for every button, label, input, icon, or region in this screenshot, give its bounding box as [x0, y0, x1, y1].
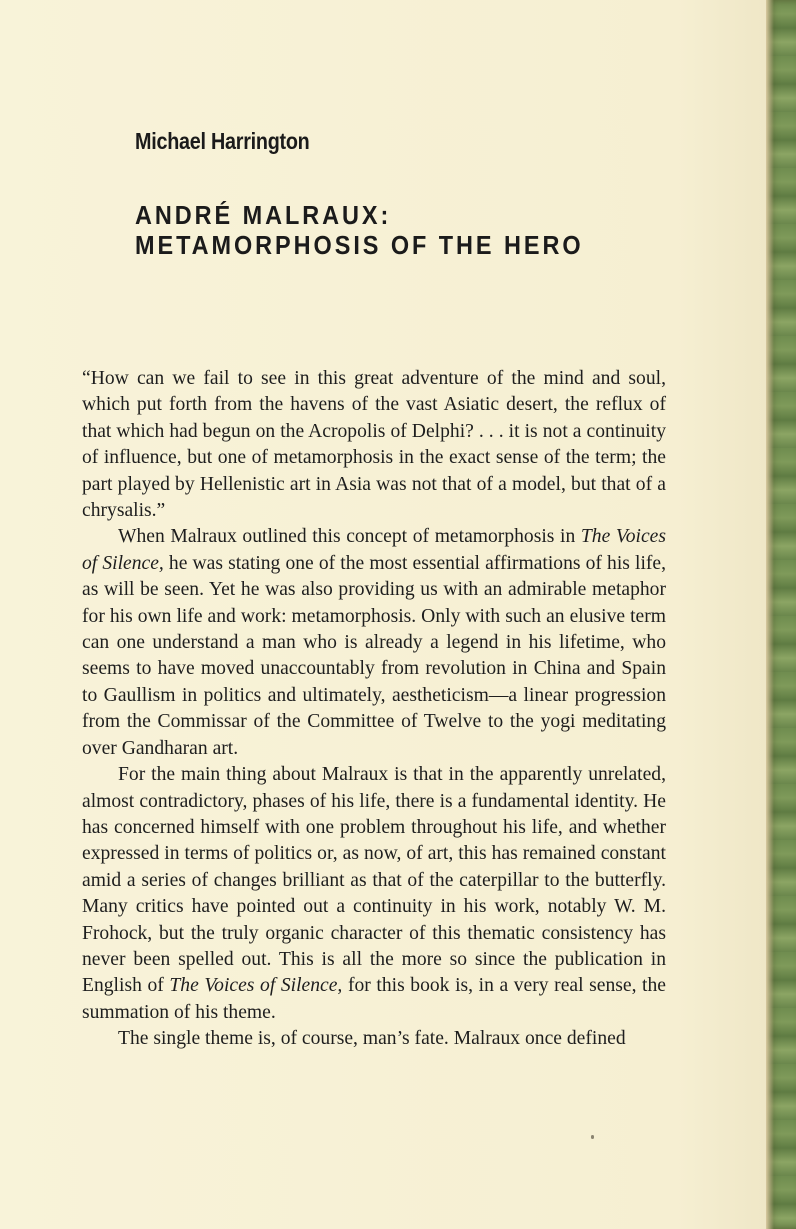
- book-title-italic: The Voices of Silence,: [82, 526, 666, 574]
- paragraph-text: “How can we fail to see in this great adventure of the mind and soul, which put forth from the havens of the vast Asiatic desert, the reflux of that which had begun on the Acropolis of Delphi? . . . it is not a continuity of influence, but one of metamorphosis in the exact sense of the term; the part played by Hellenistic art in Asia was not that of a model, but that of a chrysalis.”: [82, 368, 666, 522]
- article-title: [135, 201, 584, 261]
- paragraph-1: [82, 366, 666, 524]
- author-name: Michael Harrington: [135, 128, 310, 154]
- title-line-1: ANDRÉ MALRAUX:: [135, 202, 392, 230]
- paragraph-2: [82, 524, 666, 762]
- paragraph-text: For the main thing about Malraux is that in the apparently unrelated, almost contradictory, phases of his life, there is a fundamental identity. He has concerned himself with one problem throughout his life, and whether expressed in terms of politics or, as now, of art, this has remained constant amid a series of changes brilliant as that of the caterpillar to the butterfly. Many critics have pointed out a continuity in his work, notably W. M. Frohock, but the truly organic character of this thematic consistency has never been spelled out. This is all the more so since the publication in English of: [82, 764, 666, 997]
- paragraph-text: The single theme is, of course, man’s fate. Malraux once defined: [118, 1028, 626, 1050]
- book-binding-edge: [766, 0, 796, 1229]
- title-line-2: METAMORPHOSIS OF THE HERO: [135, 232, 584, 260]
- paragraph-4: [82, 1026, 666, 1052]
- paragraph-text: he was stating one of the most essential affirmations of his life, as will be seen. Yet he was also providing us with an admirable metaphor for his own life and work: metamorphosis. Only with such an elusive term can one understand a man who is already a legend in his lifetime, who seems to have moved unaccountably from revolution in China and Spain to Gaullism in politics and ultimately, aestheticism—a linear progression from the Commissar of the Committee of Twelve to the yogi meditating over Gandharan art.: [82, 552, 667, 759]
- paragraph-3: [82, 762, 666, 1026]
- paragraph-text: When Malraux outlined this concept of metamorphosis in: [118, 526, 581, 548]
- paragraph-text: for this book is, in a very real sense, the summation of his theme.: [82, 975, 666, 1023]
- article-body: [82, 366, 666, 1053]
- page-speck: [591, 1135, 594, 1139]
- book-title-italic: The Voices of Silence,: [169, 975, 343, 997]
